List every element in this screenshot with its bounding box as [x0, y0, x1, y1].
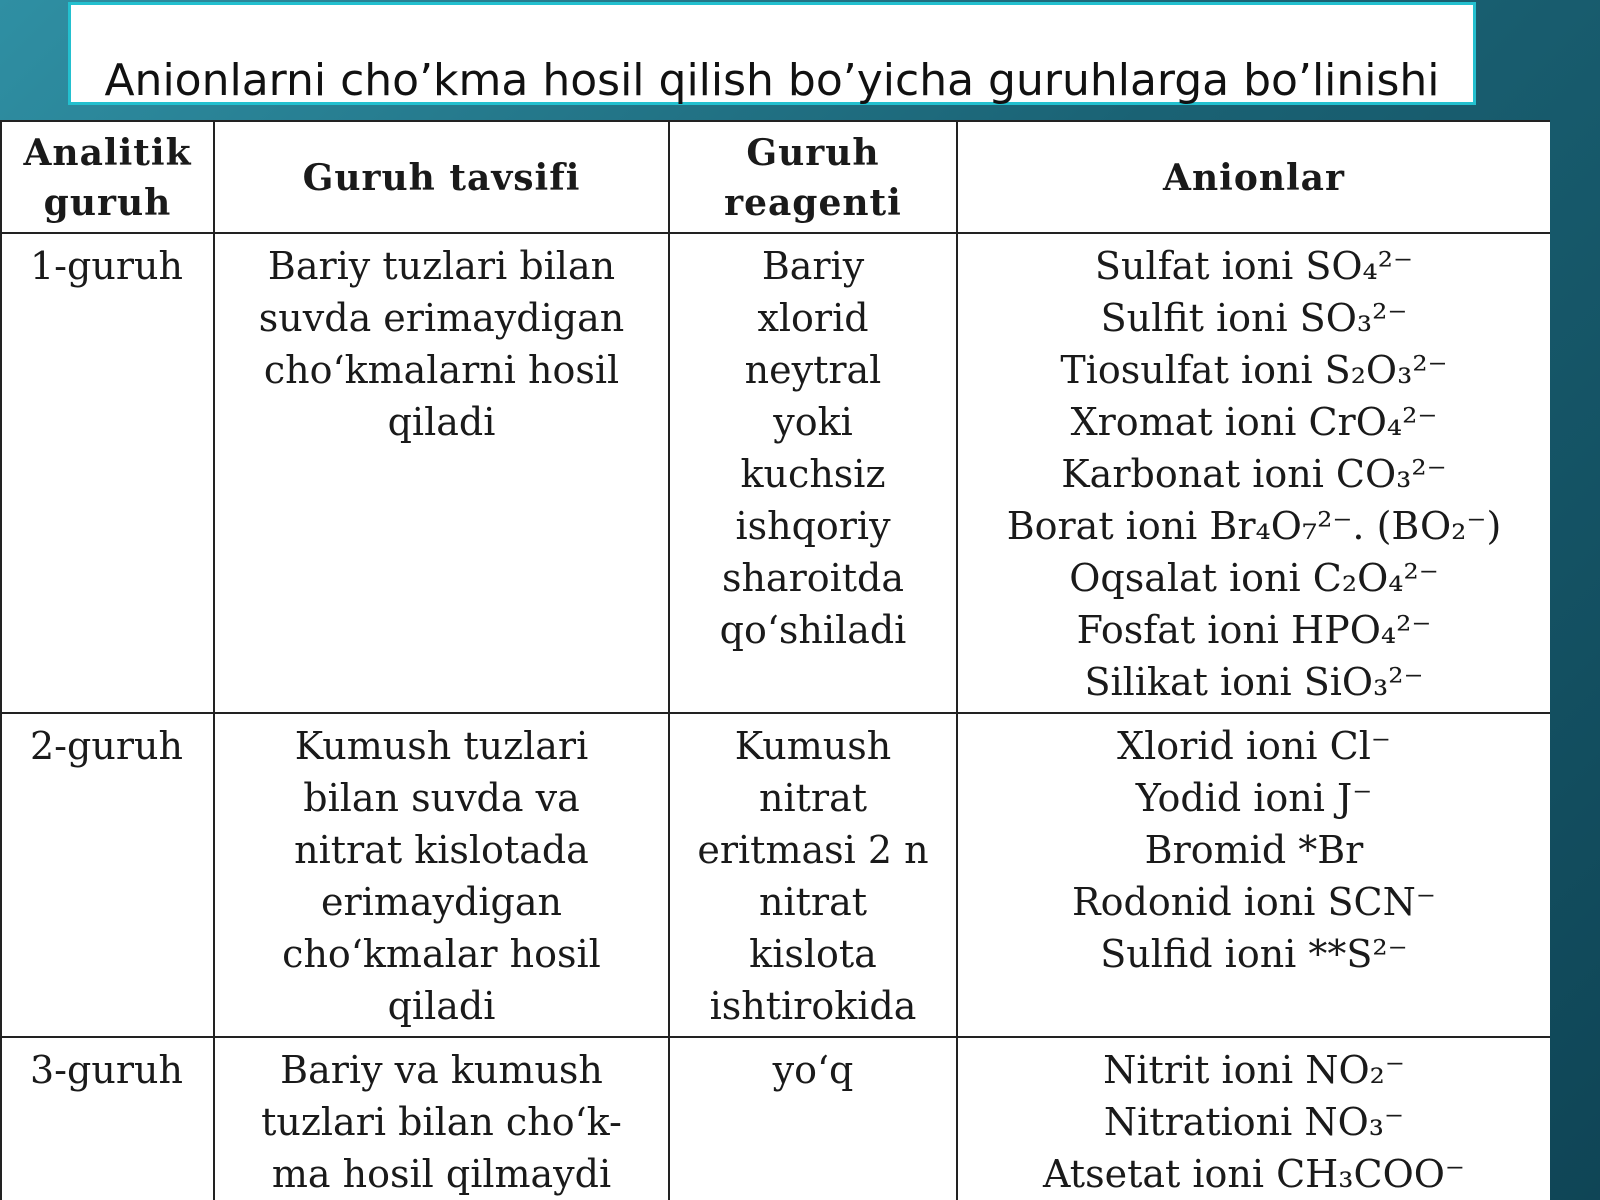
description-line: suvda erimaydigan — [258, 296, 625, 340]
table-row — [1, 233, 1550, 713]
description-line: qiladi — [387, 400, 496, 444]
reagent-cell — [669, 713, 957, 1037]
description-line: nitrat kislotada — [294, 828, 589, 872]
description-cell — [214, 1037, 669, 1200]
anion-item: Fosfat ioni HPO₄²⁻ — [1076, 608, 1432, 652]
anion-item: Nitrationi NO₃⁻ — [1103, 1100, 1405, 1144]
reagent-cell — [669, 1037, 957, 1200]
group-cell: 1-guruh — [1, 233, 214, 713]
description-line: ma hosil qilmaydi — [271, 1152, 612, 1196]
anion-item: Oqsalat ioni C₂O₄²⁻ — [1069, 556, 1439, 600]
reagent-line: neytral — [744, 348, 882, 392]
reagent-line: Bariy — [761, 244, 865, 288]
reagent-cell — [669, 233, 957, 713]
description-line: cho‘kmalarni hosil — [263, 348, 620, 392]
anions-cell — [957, 713, 1550, 1037]
anion-item: Atsetat ioni CH₃COO⁻ — [1043, 1152, 1465, 1196]
group-cell: 2-guruh — [1, 713, 214, 1037]
header-line: Guruh — [746, 132, 880, 174]
anion-item: Sulfid ioni **S²⁻ — [1100, 932, 1408, 976]
description-cell — [214, 233, 669, 713]
reagent-line: Kumush — [734, 724, 892, 768]
anion-item: Sulfit ioni SO₃²⁻ — [1100, 296, 1408, 340]
anion-item: Borat ioni Br₄O₇²⁻. (BO₂⁻) — [1006, 504, 1502, 548]
reagent-line: eritmasi 2 n — [697, 828, 929, 872]
anion-item: Xromat ioni CrO₄²⁻ — [1070, 400, 1438, 444]
anion-item: Bromid *Br — [1144, 828, 1364, 872]
anion-item: Karbonat ioni CO₃²⁻ — [1061, 452, 1447, 496]
table-header-row — [1, 121, 1550, 233]
description-line: tuzlari bilan cho‘k- — [261, 1100, 622, 1144]
reagent-line: yoki — [773, 400, 853, 444]
header-line: Guruh tavsifi — [302, 157, 581, 199]
reagent-line: sharoitda — [721, 556, 905, 600]
description-line: erimaydigan — [321, 880, 562, 924]
table-row — [1, 1037, 1550, 1200]
description-line: Kumush tuzlari — [294, 724, 589, 768]
description-line: bilan suvda va — [303, 776, 580, 820]
header-line: reagenti — [724, 182, 902, 224]
anion-groups-table-container — [0, 120, 1550, 1200]
description-cell — [214, 713, 669, 1037]
slide-title-box — [68, 2, 1476, 105]
description-line: cho‘kmalar hosil — [282, 932, 601, 976]
group-cell: 3-guruh — [1, 1037, 214, 1200]
description-line: Bariy tuzlari bilan — [267, 244, 616, 288]
anion-item: Yodid ioni J⁻ — [1135, 776, 1373, 820]
reagent-line: kislota — [749, 932, 877, 976]
reagent-line: qo‘shiladi — [719, 608, 907, 652]
anion-item: Nitrit ioni NO₂⁻ — [1103, 1048, 1405, 1092]
header-line: Analitik — [23, 132, 192, 174]
reagent-line: xlorid — [757, 296, 869, 340]
anions-cell — [957, 233, 1550, 713]
slide-title: Anionlarni cho’kma hosil qilish bo’yicha guruhlarga bo’linishi — [104, 55, 1440, 106]
reagent-line: ishtirokida — [709, 984, 917, 1028]
header-analytic-group — [1, 121, 214, 233]
reagent-line: nitrat — [759, 880, 867, 924]
anion-item: Silikat ioni SiO₃²⁻ — [1084, 660, 1424, 704]
reagent-line: kuchsiz — [740, 452, 886, 496]
header-group-description — [214, 121, 669, 233]
anions-cell — [957, 1037, 1550, 1200]
reagent-line: yo‘q — [772, 1048, 854, 1092]
header-line: Anionlar — [1163, 157, 1345, 199]
reagent-line: ishqoriy — [735, 504, 891, 548]
description-line: Bariy va kumush — [280, 1048, 603, 1092]
anion-item: Rodonid ioni SCN⁻ — [1072, 880, 1436, 924]
anion-item: Sulfat ioni SO₄²⁻ — [1094, 244, 1414, 288]
anion-groups-table — [0, 120, 1550, 1200]
anion-item: Xlorid ioni Cl⁻ — [1117, 724, 1391, 768]
reagent-line: nitrat — [759, 776, 867, 820]
description-line: qiladi — [387, 984, 496, 1028]
anion-item: Tiosulfat ioni S₂O₃²⁻ — [1060, 348, 1448, 392]
header-line: guruh — [43, 182, 172, 224]
table-row — [1, 713, 1550, 1037]
header-group-reagent — [669, 121, 957, 233]
header-anions — [957, 121, 1550, 233]
